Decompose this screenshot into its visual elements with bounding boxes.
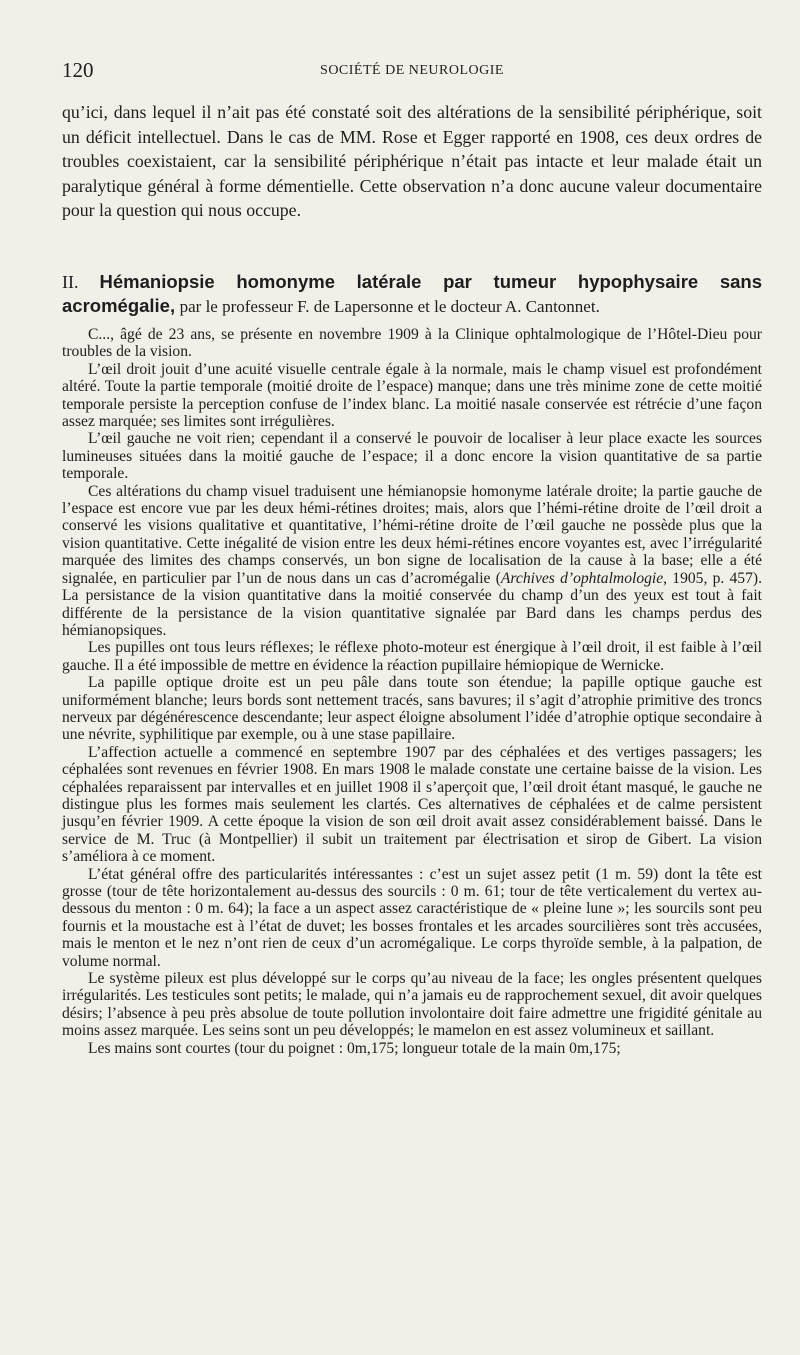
section-number: II.: [62, 272, 79, 292]
citation-journal: Archives d’ophtalmologie: [500, 569, 664, 587]
intro-text: qu’ici, dans lequel il n’ait pas été constaté soit des altérations de la sensibilité périphérique, soit un déficit intellectuel. Dans le cas de MM. Rose et Egger rapporté en 1908, ces deux ordres de troubles coexistaient, car la sensibilité périphérique n’était pas intacte et leur malade était un paralytique général à forme démentielle. Cette observation n’a donc aucune valeur documentaire pour la question qui nous occupe.: [62, 102, 762, 220]
body-paragraph: C..., âgé de 23 ans, se présente en novembre 1909 à la Clinique ophtalmologique de l’Hôtel-Dieu pour troubles de la vision.: [62, 326, 762, 361]
body-paragraph: Le système pileux est plus développé sur le corps qu’au niveau de la face; les ongles présentent quelques irrégularités. Les testicules sont petits; le malade, qui n’a jamais eu de rapprochement sexuel, dit avoir quelques désirs; l’absence à peu près absolue de toute pollution involontaire doit faire admettre une frigidité génitale au moins assez marquée. Les seins sont un peu développés; le mamelon en est assez volumineux et saillant.: [62, 970, 762, 1040]
body-text: Ces altérations du champ visuel traduisent une hémianopsie homonyme latérale droite; la partie gauche de l’espace est encore vue par les deux hémi-rétines droites; mais, alors que l’hémi-rétine droite de l’œil droit a conservé les visions qualitative et quantitative, l’hémi-rétine droite de l’œil gauche ne possède plus que la vision quantitative. Cette inégalité de vision entre les deux hémi-rétines encore voyantes est, avec l’irrégularité marquée des limites des champs conservés, un bon signe de localisation de la cause à la base; elle a été signalée, en particulier par l’un de nous dans un cas d’acromégalie: [62, 482, 762, 587]
section-title: Hémaniopsie homonyme latérale par tumeur hypophysaire sans acromégalie,: [62, 271, 762, 316]
running-title: SOCIÉTÉ DE NEUROLOGIE: [320, 63, 504, 78]
article-body: [62, 326, 762, 1057]
body-paragraph: Les mains sont courtes (tour du poignet : 0m,175; longueur totale de la main 0m,175;: [88, 1039, 621, 1057]
body-paragraph-with-citation: Ces altérations du champ visuel traduisent une hémianopsie homonyme latérale droite; la partie gauche de l’espace est encore vue par les deux hémi-rétines droites; mais, alors que l’hémi-rétine droite de l’œil droit a conservé les visions qualitative et quantitative, l’hémi-rétine droite de l’œil gauche ne possède plus que la vision quantitative. Cette inégalité de vision entre les deux hémi-rétines encore voyantes est, avec l’irrégularité marquée des limites des champs conservés, un bon signe de localisation de la cause à la base; elle a été signalée, en particulier par l’un de nous dans un cas d’acromégalie (Archives d’ophtalmologie, 1905, p. 457). La persistance de la vision quantitative dans la moitié conservée du champ d’un des yeux est tout à fait différente de la persistance de la vision quantitative signalée par Bard dans les champs perdus des hémianopsiques.: [62, 482, 762, 639]
body-paragraph: La papille optique droite est un peu pâle dans toute son étendue; la papille optique gauche est uniformément blanche; leurs bords sont nettement tracés, sans bavures; il s’agit d’atrophie primitive des troncs nerveux par dégénérescence descendante; leur aspect éloigne absolument l’idée d’atrophie optique secondaire à une névrite, syphilitique par exemple, ou à une stase papillaire.: [62, 674, 762, 744]
body-paragraph: L’œil droit jouit d’une acuité visuelle centrale égale à la normale, mais le champ visuel est profondément altéré. Toute la partie temporale (moitié droite de l’espace) manque; dans une très minime zone de cette moitié temporale persiste la perception confuse de l’index blanc. La moitié nasale conservée est rétrécie d’une façon assez marquée; ses limites sont irrégulières.: [62, 360, 762, 431]
page-number: 120: [62, 58, 94, 82]
body-paragraph: L’affection actuelle a commencé en septembre 1907 par des céphalées et des vertiges passagers; les céphalées sont revenues en février 1908. En mars 1908 le malade constate une certaine baisse de la vision. Les céphalées reparaissent par intervalles et en juillet 1908 il s’aperçoit que, l’œil droit étant masqué, le gauche ne distingue plus les formes mais seulement les clartés. Ces alternatives de céphalées et de calme persistent jusqu’en février 1909. A cette époque la vision de son œil droit avait assez considérablement baissé. Dans le service de M. Truc (à Montpellier) il subit un traitement par électrisation et sirop de Gibert. La vision s’améliora à ce moment.: [62, 743, 762, 866]
body-paragraph: Les pupilles ont tous leurs réflexes; le réflexe photo-moteur est énergique à l’œil droit, il est faible à l’œil gauche. Il a été impossible de mettre en évidence la réaction pupillaire hémiopique de Wernicke.: [62, 639, 762, 674]
section-heading: [62, 270, 762, 318]
intro-paragraph: [62, 100, 762, 223]
citation-rest: , 1905, p. 457). La persistance de la vision quantitative dans la moitié conservée du champ d’un des yeux est tout à fait différente de la persistance de la vision quantitative signalée par Bard dans les champs perdus des hémianopsiques.: [62, 569, 762, 639]
body-paragraph: L’œil gauche ne voit rien; cependant il a conservé le pouvoir de localiser à leur place exacte les sources lumineuses situées dans la moitié gauche de l’espace; il a donc encore la vision quantitative de sa partie temporale.: [62, 430, 762, 483]
page-header: [62, 58, 762, 84]
body-paragraph: L’état général offre des particularités intéressantes : c’est un sujet assez petit (1 m. 59) dont la tête est grosse (tour de tête horizontalement au-dessus des sourcils : 0 m. 61; tour de tête verticalement du vertex au-dessous du menton : 0 m. 64); la face a un aspect assez caractéristique de « pleine lune »; les sourcils sont peu fournis et la moustache est à l’état de duvet; les bosses frontales et les arcades sourcilières sont très accusées, mais le menton et le nez n’ont rien de ceux d’un acromégalique. Le corps thyroïde semble, à la palpation, de volume normal.: [62, 865, 762, 970]
section-authors: par le professeur F. de Lapersonne et le docteur A. Cantonnet.: [179, 297, 600, 316]
